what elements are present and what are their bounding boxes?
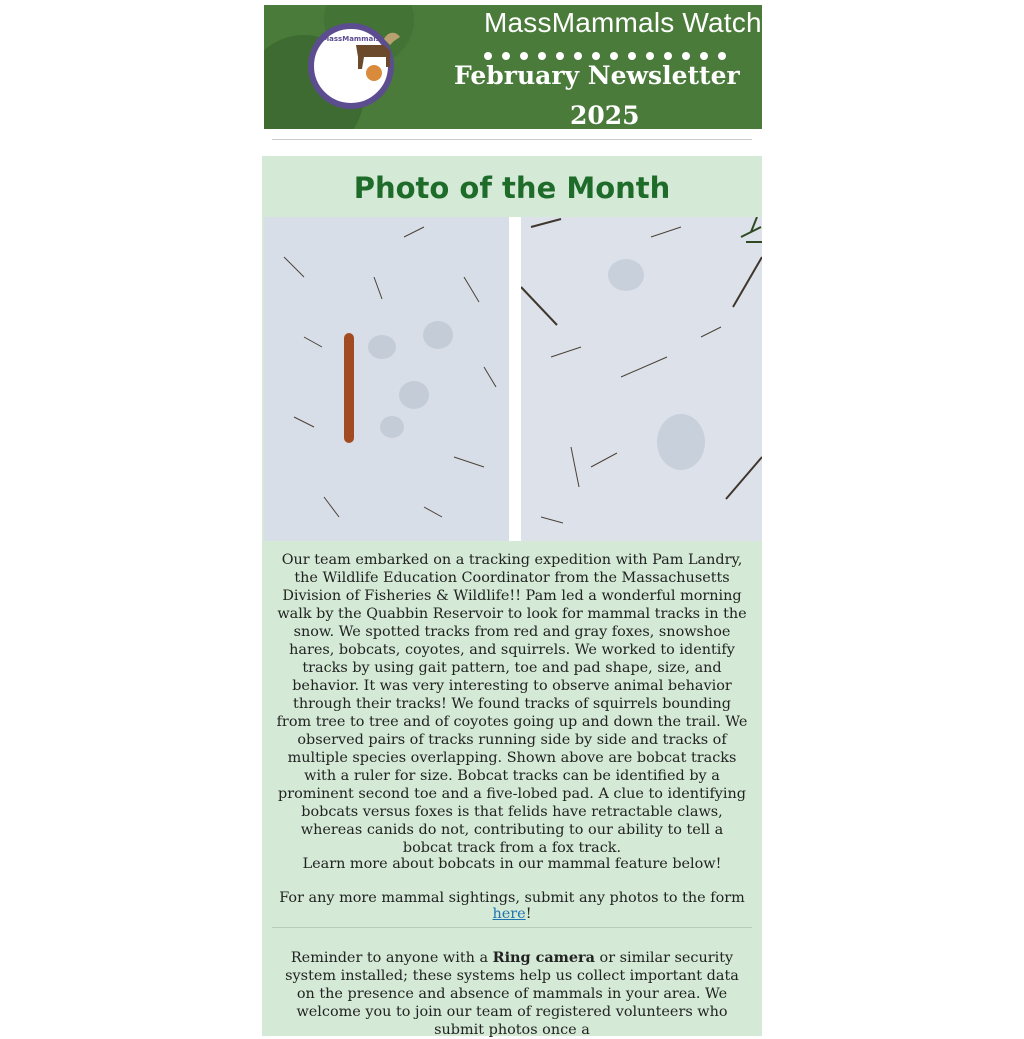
learn-more-text: Learn more about bobcats in our mammal feature below!: [302, 856, 722, 872]
right-track-photo[interactable]: [521, 217, 762, 541]
left-track-photo[interactable]: [264, 217, 509, 541]
reminder-suffix: or similar security system installed; these systems help us collect important data on the presence and absence of mammals in your area. We welcome you to join our team of registered volunteers who submit photos once a: [285, 950, 739, 1038]
logo-text: MassMammals: [322, 35, 380, 43]
newsletter-year: 2025: [570, 101, 640, 129]
submit-suffix: !: [525, 906, 532, 922]
brand-title: MassMammals Watch: [484, 7, 762, 38]
moose-icon: [344, 27, 412, 87]
divider: [272, 139, 752, 140]
ring-camera-reminder: [274, 949, 750, 1039]
snow-tracks-photo-icon: [521, 217, 762, 541]
divider: [272, 927, 752, 928]
photo-of-month-section: [262, 156, 762, 1036]
submit-form-link[interactable]: here: [492, 906, 526, 922]
reminder-prefix: Reminder to anyone with a: [290, 950, 493, 966]
submit-sightings-text: [262, 890, 762, 922]
ring-camera-bold: Ring camera: [492, 949, 595, 966]
photo-gap: [509, 217, 521, 541]
submit-prefix: For any more mammal sightings, submit any photos to the form: [279, 890, 745, 906]
massmammals-logo: [308, 23, 394, 109]
header-banner: [264, 5, 762, 129]
newsletter-title: February Newsletter: [454, 61, 740, 90]
section-title: Photo of the Month: [353, 171, 671, 205]
dot-divider: [484, 45, 762, 55]
photo-description: Our team embarked on a tracking expedition with Pam Landry, the Wildlife Education Coordinator from the Massachusetts Division of Fisheries & Wildlife!! Pam led a wonderful morning walk by the Quabbin Reservoir to look for mammal tracks in the snow. We spotted tracks from red and gray foxes, snowshoe hares, bobcats, coyotes, and squirrels. We worked to identify tracks by using gait pattern, toe and pad shape, size, and behavior. It was very interesting to observe animal behavior through their tracks! We found tracks of squirrels bounding from tree to tree and of coyotes going up and down the trail. We observed pairs of tracks running side by side and tracks of multiple species overlapping. Shown above are bobcat tracks with a ruler for size. Bobcat tracks can be identified by a prominent second toe and a five-lobed pad. A clue to identifying bobcats versus foxes is that felids have retractable claws, whereas canids do not, contributing to our ability to tell a bobcat track from a fox track.: [276, 552, 748, 856]
snow-tracks-photo-icon: [264, 217, 509, 541]
